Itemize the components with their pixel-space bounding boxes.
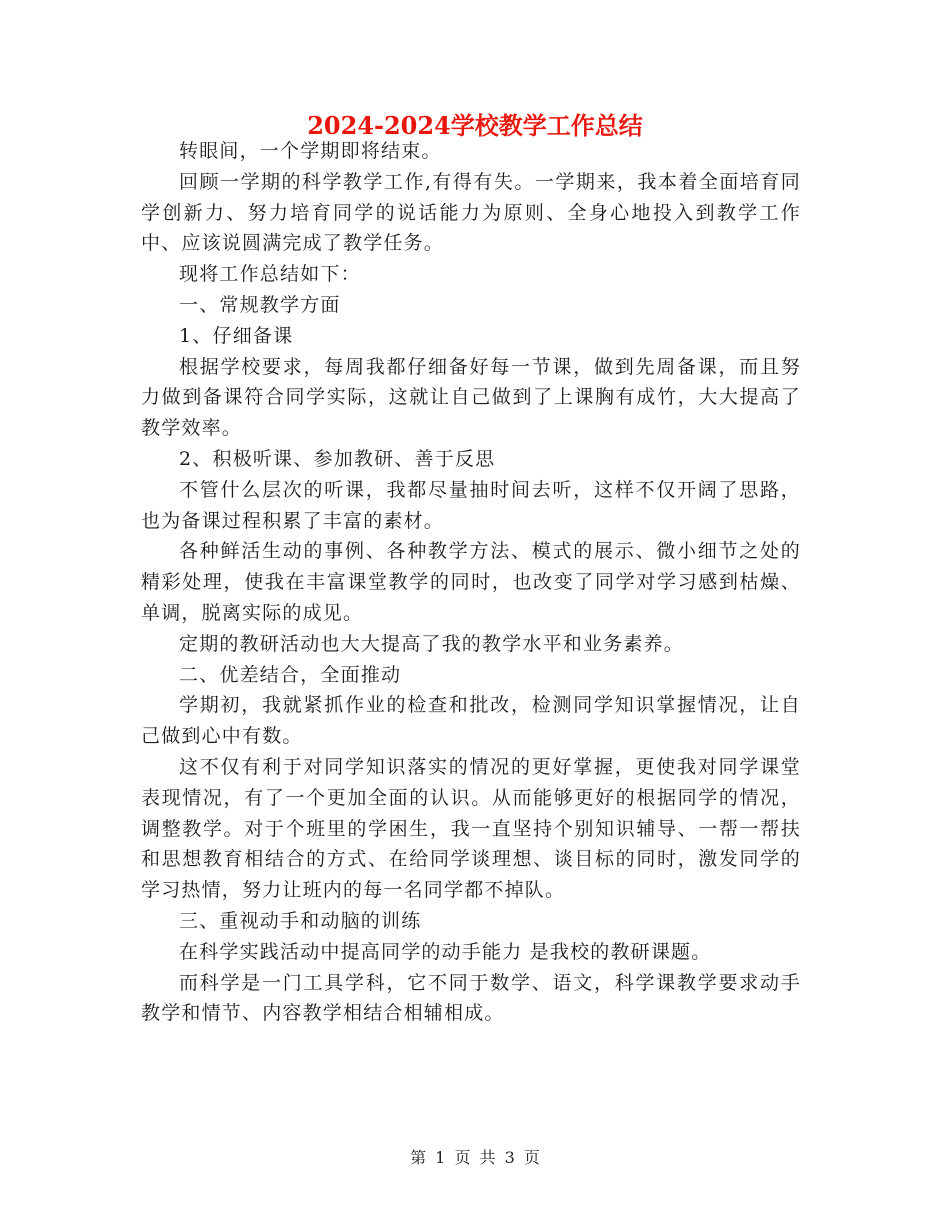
subsection-heading: 2、积极听课、参加教研、善于反思 <box>179 447 496 470</box>
section-heading: 一、常规教学方面 <box>179 293 341 316</box>
paragraph: 在科学实践活动中提高同学的动手能力 是我校的教研课题。 <box>179 940 712 963</box>
paragraph: 学期初，我就紧抓作业的检查和批改，检测同学知识掌握情况，让自己做到心中有数。 <box>141 694 801 748</box>
paragraph: 各种鲜活生动的事例、各种教学方法、模式的展示、微小细节之处的精彩处理，使我在丰富课堂教学的同时，也改变了同学对学习感到枯燥、单调，脱离实际的成见。 <box>141 540 801 624</box>
document-title: 2024-2024学校教学工作总结 <box>307 111 643 140</box>
paragraph: 转眼间，一个学期即将结束。 <box>179 140 442 162</box>
page-number-footer: 第 1 页 共 3 页 <box>410 1148 540 1167</box>
section-heading: 二、优差结合，全面推动 <box>179 663 402 686</box>
paragraph: 现将工作总结如下： <box>179 263 361 286</box>
paragraph: 根据学校要求，每周我都仔细备好每一节课，做到先周备课，而且努力做到备课符合同学实际，这就让自己做到了上课胸有成竹，大大提高了教学效率。 <box>141 355 801 440</box>
paragraph: 不管什么层次的听课，我都尽量抽时间去听，这样不仅开阔了思路，也为备课过程积累了丰富的素材。 <box>141 478 801 532</box>
section-heading: 三、重视动手和动脑的训练 <box>179 909 422 932</box>
paragraph: 定期的教研活动也大大提高了我的教学水平和业务素养。 <box>179 632 685 655</box>
paragraph: 回顾一学期的科学教学工作,有得有失。一学期来，我本着全面培育同学创新力、努力培育同学的说话能力为原则、全身心地投入到教学工作中、应该说圆满完成了教学任务。 <box>141 170 801 255</box>
paragraph: 这不仅有利于对同学知识落实的情况的更好掌握，更使我对同学课堂表现情况，有了一个更加全面的认识。从而能够更好的根据同学的情况，调整教学。对于个班里的学困生，我一直坚持个别知识辅导、一帮一帮扶和思想教育相结合的方式、在给同学谈理想、谈目标的同时，激发同学的学习热情，努力让班内的每一名同学都不掉队。 <box>141 755 801 902</box>
subsection-heading: 1、仔细备课 <box>179 324 294 347</box>
paragraph: 而科学是一门工具学科，它不同于数学、语文，科学课教学要求动手教学和情节、内容教学相结合相辅相成。 <box>141 971 801 1025</box>
document-body <box>141 136 801 1029</box>
